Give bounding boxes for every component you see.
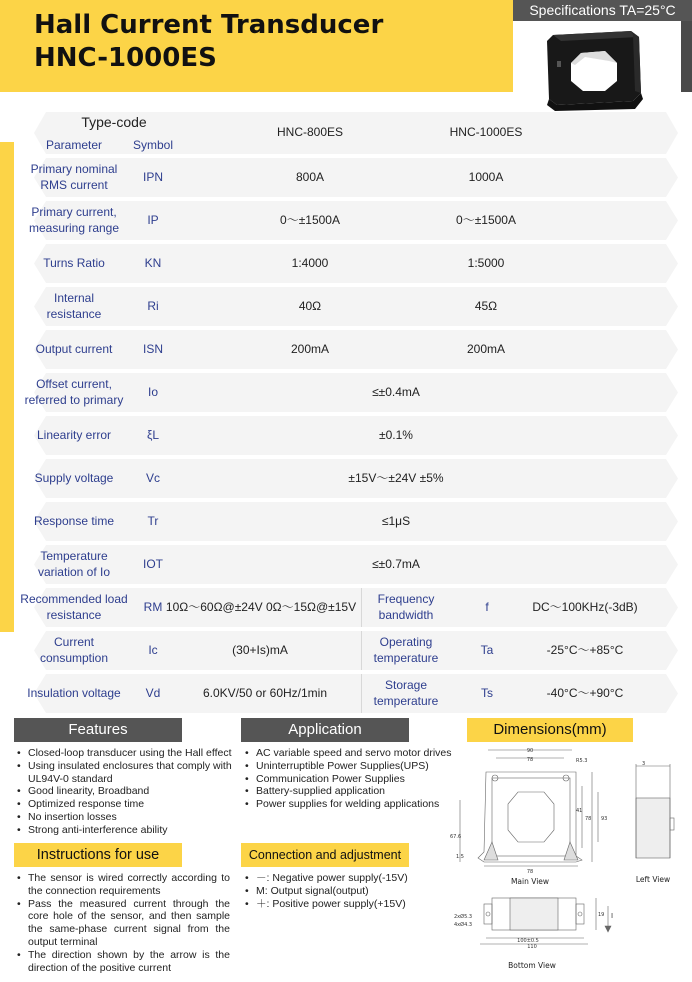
dim-h3: 41 xyxy=(576,808,583,814)
list-item: • Good linearity, Broadband xyxy=(16,785,246,798)
value-cell: 40Ω xyxy=(298,298,322,313)
symbol-cell: Ri xyxy=(147,298,159,313)
symbol-cell: IP xyxy=(147,212,159,227)
value-cell: 0～±1500A xyxy=(456,212,516,227)
symbol-cell: Ta xyxy=(480,642,494,657)
connection-list xyxy=(244,872,444,910)
table-row xyxy=(0,328,692,371)
list-item: • Uninterruptible Power Supplies(UPS) xyxy=(244,760,454,773)
dim-small: 1.5 xyxy=(456,854,464,860)
symbol-cell: ISN xyxy=(142,341,163,356)
dim-h2: 78 xyxy=(585,816,592,822)
value-cell: (30+Is)mA xyxy=(232,642,288,657)
title-line-2: HNC-1000ES xyxy=(34,43,217,73)
dim-hole-1: 2xØ5.3 xyxy=(454,914,473,920)
value-cell: 1:5000 xyxy=(467,255,505,270)
symbol-cell: Io xyxy=(147,384,158,399)
table-row xyxy=(0,285,692,328)
dim-hole-2: 4xØ4.3 xyxy=(454,922,473,928)
table-row xyxy=(0,457,692,500)
value-cell: 1:4000 xyxy=(291,255,329,270)
symbol-cell: ξL xyxy=(146,427,160,442)
table-row xyxy=(0,543,692,586)
dim-bottom-w1: 100±0.5 xyxy=(517,938,539,944)
symbol-cell: Vc xyxy=(145,470,160,485)
param-cell: Response time xyxy=(33,513,115,528)
list-item: • The direction shown by the arrow is the direction of the positive current xyxy=(16,949,230,975)
list-item: • Strong anti-interference ability xyxy=(16,824,246,837)
value-cell: -25°C～+85°C xyxy=(546,642,624,657)
table-row xyxy=(0,242,692,285)
list-item: • M: Output signal(output) xyxy=(244,885,444,898)
dim-bottom-h: 19 xyxy=(598,912,605,918)
value-cell: DC～100KHz(-3dB) xyxy=(532,599,638,614)
param-cell: Primary nominal RMS current xyxy=(30,162,118,192)
list-item: • －: Negative power supply(-15V) xyxy=(244,872,444,885)
list-item: • Battery-supplied application xyxy=(244,785,454,798)
header-side-bar xyxy=(681,21,692,92)
symbol-cell: Ic xyxy=(148,642,158,657)
value-cell: 200mA xyxy=(466,341,506,356)
param-cell: Internal resistance xyxy=(46,291,102,321)
param-cell: Primary current, measuring range xyxy=(28,205,120,235)
table-row xyxy=(0,500,692,543)
table-row xyxy=(0,156,692,199)
param-cell: Operating temperature xyxy=(373,635,439,665)
symbol-cell: f xyxy=(485,599,489,614)
features-title: Features xyxy=(14,718,182,742)
page-title xyxy=(34,9,383,75)
bottom-view-label: Bottom View xyxy=(508,961,556,970)
dim-side: 3 xyxy=(642,761,646,767)
model-1: HNC-800ES xyxy=(276,125,344,140)
application-title: Application xyxy=(241,718,409,742)
title-line-1: Hall Current Transducer xyxy=(34,10,384,40)
value-cell: ≤±0.4mA xyxy=(372,384,420,399)
dimensions-title: Dimensions(mm) xyxy=(467,718,633,742)
left-view-label: Left View xyxy=(635,875,671,884)
symbol-cell: Tr xyxy=(147,513,159,528)
value-cell: 1000A xyxy=(468,169,504,184)
model-2: HNC-1000ES xyxy=(449,125,523,140)
list-item: • Closed-loop transducer using the Hall effect xyxy=(16,747,246,760)
instructions-list xyxy=(16,872,230,974)
value-cell: 10Ω～60Ω@±24V 0Ω～15Ω@±15V xyxy=(165,599,357,614)
current-arrow-label: I xyxy=(611,912,614,920)
symbol-label: Symbol xyxy=(132,138,173,153)
list-item: • Communication Power Supplies xyxy=(244,773,454,786)
param-cell: Offset current, referred to primary xyxy=(24,377,124,407)
table-row xyxy=(0,672,692,715)
dim-bottom-w2: 110 xyxy=(527,944,537,950)
value-cell: 0～±1500A xyxy=(280,212,340,227)
dim-radius: R5.3 xyxy=(576,758,588,764)
dim-width-top: 90 xyxy=(526,748,534,754)
symbol-cell: IOT xyxy=(143,556,163,571)
value-cell: 45Ω xyxy=(474,298,498,313)
dimensions-drawing xyxy=(448,748,692,978)
dim-inner-top: 78 xyxy=(526,757,534,763)
param-cell: Storage temperature xyxy=(373,678,439,708)
list-item: • No insertion losses xyxy=(16,811,246,824)
value-cell: ≤1μS xyxy=(381,513,411,528)
table-row xyxy=(0,414,692,457)
table-row xyxy=(0,586,692,629)
photo-panel xyxy=(513,21,681,113)
left-view-drawing xyxy=(636,764,674,858)
spec-label: Specifications TA=25°C xyxy=(513,0,692,21)
param-cell: Frequency bandwidth xyxy=(377,592,435,622)
features-list xyxy=(16,747,246,837)
table-row xyxy=(0,371,692,414)
param-cell: Insulation voltage xyxy=(27,685,121,700)
param-cell: Turns Ratio xyxy=(43,255,105,270)
value-cell: -40°C～+90°C xyxy=(546,685,624,700)
param-cell: Linearity error xyxy=(36,427,112,442)
value-cell: 6.0KV/50 or 60Hz/1min xyxy=(202,685,328,700)
typecode-label: Type-code xyxy=(81,114,147,131)
instructions-title: Instructions for use xyxy=(14,843,182,867)
list-item: • Pass the measured current through the core hole of the sensor, and then sample the same-phase current signal from the output terminal xyxy=(16,898,230,949)
value-cell: 800A xyxy=(295,169,325,184)
symbol-cell: RM xyxy=(143,599,163,614)
list-item: • Power supplies for welding applications xyxy=(244,798,454,811)
list-item: • Using insulated enclosures that comply with UL94V-0 standard xyxy=(16,760,246,786)
list-item: • Optimized response time xyxy=(16,798,246,811)
bottom-view-drawing xyxy=(480,898,614,944)
transducer-photo xyxy=(513,21,681,113)
param-cell: Output current xyxy=(35,341,113,356)
dim-height-right: 93 xyxy=(601,816,608,822)
symbol-cell: KN xyxy=(144,255,162,270)
application-list xyxy=(244,747,454,811)
symbol-cell: Ts xyxy=(481,685,493,700)
list-item: • ＋: Positive power supply(+15V) xyxy=(244,898,444,911)
param-cell: Current consumption xyxy=(39,635,109,665)
parameter-label: Parameter xyxy=(45,138,103,153)
symbol-cell: Vd xyxy=(145,685,161,700)
list-item: • AC variable speed and servo motor drives xyxy=(244,747,454,760)
dim-bottom-width: 78 xyxy=(526,869,534,875)
symbol-cell: IPN xyxy=(142,169,163,184)
table-row xyxy=(0,629,692,672)
param-cell: Recommended load resistance xyxy=(20,592,128,622)
dim-left-width: 67.6 xyxy=(450,834,462,840)
table-row xyxy=(0,199,692,242)
main-view-label: Main View xyxy=(510,877,550,886)
table-header-row xyxy=(0,110,692,156)
value-cell: ≤±0.7mA xyxy=(372,556,420,571)
list-item: • The sensor is wired correctly according to the connection requirements xyxy=(16,872,230,898)
param-cell: Temperature variation of Io xyxy=(37,549,111,579)
param-cell: Supply voltage xyxy=(34,470,114,485)
value-cell: ±0.1% xyxy=(379,427,413,442)
value-cell: ±15V～±24V ±5% xyxy=(348,470,444,485)
connection-title: Connection and adjustment xyxy=(241,843,409,867)
value-cell: 200mA xyxy=(290,341,330,356)
